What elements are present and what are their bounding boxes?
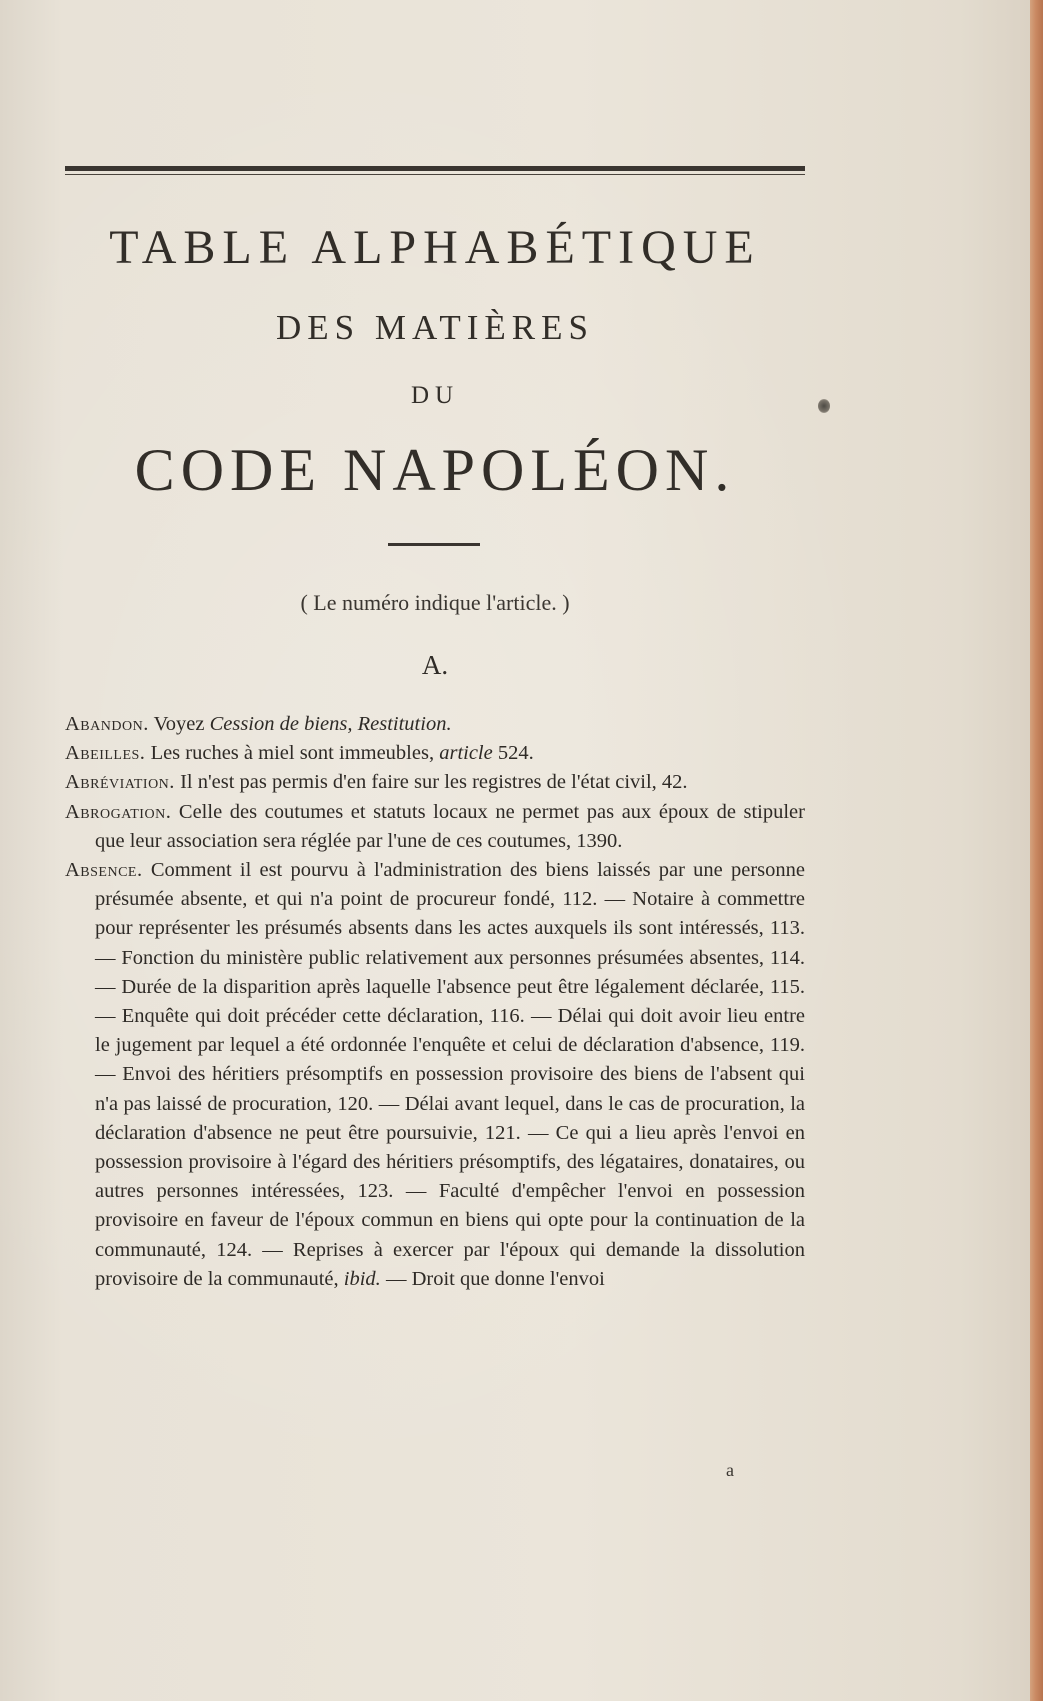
page-edge (1030, 0, 1043, 1701)
index-entry-abreviation (65, 768, 805, 797)
header-rule (65, 166, 805, 176)
entry-head: Absence. (65, 859, 143, 882)
entry-text: Celle des coutumes et statuts locaux ne permet pas aux époux de stipuler que leur association sera réglée par l'une de ces coutumes, 1390. (95, 800, 805, 852)
entry-text-after: 524. (492, 742, 534, 765)
index-entry-abandon (65, 710, 805, 739)
entry-text-after: — Droit que donne l'envoi (380, 1267, 605, 1290)
header-rule-thin (65, 174, 805, 175)
index-entry-abeilles (65, 739, 805, 768)
signature-mark: a (726, 1460, 734, 1480)
index-entry-abrogation (65, 798, 805, 856)
header-rule-thick (65, 166, 805, 171)
entry-italic: article (439, 742, 493, 765)
entry-head: Abréviation. (65, 771, 175, 794)
entry-head: Abeilles. (65, 742, 146, 765)
index-entry-absence (65, 856, 805, 1294)
entry-italic: ibid. (343, 1267, 381, 1290)
section-letter: A. (421, 650, 449, 680)
index-entries (65, 710, 805, 1294)
title-line-2: DES MATIÈRES (276, 308, 594, 347)
entry-head: Abrogation. (65, 800, 172, 823)
entry-text: Il n'est pas permis d'en faire sur les registres de l'état civil, 42. (174, 771, 688, 794)
entry-text: Voyez (148, 713, 210, 735)
title-divider (388, 543, 480, 546)
title-line-4: CODE NAPOLÉON. (134, 437, 736, 503)
title-line-3: DU (410, 382, 460, 409)
entry-italic: Cession de biens, Restitution. (209, 713, 452, 735)
article-note: ( Le numéro indique l'article. ) (300, 590, 570, 615)
title-line-1: TABLE ALPHABÉTIQUE (109, 221, 761, 274)
entry-text: Les ruches à miel sont immeubles, (145, 742, 440, 765)
entry-head: Abandon. (65, 713, 149, 735)
entry-text: Comment il est pourvu à l'administration des biens laissés par une personne présumée absente, et qui n'a point de procureur fondé, 112. — Notaire à commettre pour représenter les présumés absents dans les actes auxquels ils sont intéressés, 113. — Fonction du ministère public relativement aux personnes présumées absentes, 114. — Durée de la disparition après laquelle l'absence peut être légalement déclarée, 115. — Enquête qui doit précéder cette déclaration, 116. — Délai qui doit avoir lieu entre le jugement par lequel a été ordonnée l'enquête et celui de déclaration d'absence, 119. — Envoi des héritiers présomptifs en possession provisoire des biens de l'absent qui n'a pas laissé de procuration, 120. — Délai avant lequel, dans le cas de procuration, la déclaration d'absence ne peut être poursuivie, 121. — Ce qui a lieu après l'envoi en possession provisoire à l'égard des héritiers présomptifs, des légataires, donataires, ou autres personnes intéressées, 123. — Faculté d'empêcher l'envoi en possession provisoire en faveur de l'époux commun en biens qui opte pour la continuation de la communauté, 124. — Reprises à exercer par l'époux qui demande la dissolution provisoire de la communauté, (95, 859, 805, 1290)
